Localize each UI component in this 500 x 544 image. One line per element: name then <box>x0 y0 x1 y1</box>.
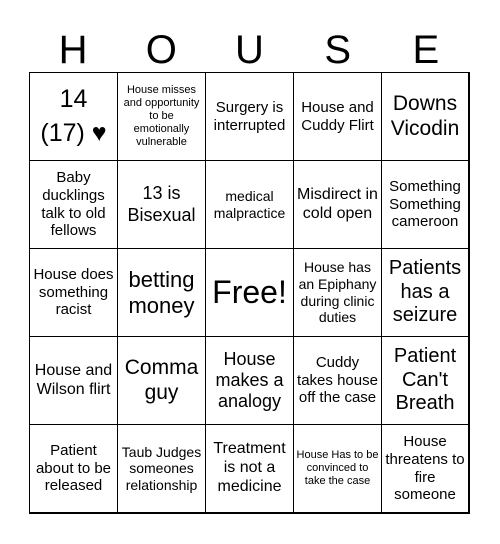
cell-text: Patient about to be released <box>35 441 112 495</box>
bingo-cell[interactable] <box>382 249 469 337</box>
cell-text: House Has to be convinced to take the case <box>296 449 379 487</box>
header-letter: H <box>58 28 88 72</box>
cell-text: Cuddy takes house off the case <box>297 353 378 407</box>
header-letter: O <box>145 28 177 72</box>
bingo-cell[interactable] <box>382 425 469 513</box>
bingo-cell[interactable] <box>118 425 206 513</box>
bingo-cell[interactable] <box>30 249 118 337</box>
cell-text: House and Cuddy Flirt <box>301 98 374 134</box>
cell-text: Surgery is interrupted <box>213 98 286 134</box>
bingo-cell[interactable] <box>30 337 118 425</box>
bingo-cell[interactable] <box>118 161 206 249</box>
cell-text: Treatment is not a medicine <box>213 440 286 495</box>
bingo-cell[interactable] <box>294 249 382 337</box>
cell-text: 13 is Bisexual <box>127 183 196 225</box>
cell-text: Baby ducklings talk to old fellows <box>41 169 106 240</box>
cell-text: House and Wilson flirt <box>34 361 113 398</box>
bingo-cell[interactable] <box>206 161 294 249</box>
cell-text: Free! <box>212 273 287 310</box>
bingo-cell-free[interactable] <box>206 249 294 337</box>
cell-text: Taub Judges someones relationship <box>121 443 202 493</box>
bingo-cell[interactable] <box>118 249 206 337</box>
cell-text: betting money <box>128 266 195 318</box>
bingo-cell[interactable] <box>30 425 118 513</box>
cell-text: Comma guy <box>124 355 199 404</box>
bingo-cell[interactable] <box>382 73 469 161</box>
cell-text: Downs Vicodin <box>390 91 460 140</box>
header-letter: U <box>235 28 264 72</box>
bingo-cell[interactable] <box>382 161 469 249</box>
cell-text: Patients has a seizure <box>388 257 462 327</box>
cell-text: House threatens to fire someone <box>385 433 465 504</box>
cell-text: House misses and opportunity to be emotionally vulnerable <box>123 84 200 148</box>
cell-text: House makes a analogy <box>215 348 284 412</box>
cell-text: 14 (17) ♥ <box>40 84 107 147</box>
cell-text: Misdirect in cold open <box>297 185 378 222</box>
cell-text: Patient Can't Breath <box>393 345 457 415</box>
bingo-cell[interactable] <box>118 337 206 425</box>
cell-text: Something Something cameroon <box>389 177 461 231</box>
bingo-cell[interactable] <box>294 337 382 425</box>
bingo-header <box>29 28 470 72</box>
header-letter: S <box>324 28 352 72</box>
bingo-cell[interactable] <box>206 73 294 161</box>
bingo-cell[interactable] <box>294 161 382 249</box>
bingo-cell[interactable] <box>30 73 118 161</box>
bingo-cell[interactable] <box>30 161 118 249</box>
bingo-cell[interactable] <box>118 73 206 161</box>
cell-text: House does something racist <box>33 265 114 319</box>
bingo-cell[interactable] <box>206 425 294 513</box>
bingo-cell[interactable] <box>294 425 382 513</box>
cell-text: medical malpractice <box>213 187 286 221</box>
bingo-board <box>29 72 470 514</box>
cell-text: House has an Epiphany during clinic duties <box>298 259 377 326</box>
header-letter: E <box>412 28 440 72</box>
bingo-cell[interactable] <box>206 337 294 425</box>
bingo-cell[interactable] <box>294 73 382 161</box>
bingo-cell[interactable] <box>382 337 469 425</box>
